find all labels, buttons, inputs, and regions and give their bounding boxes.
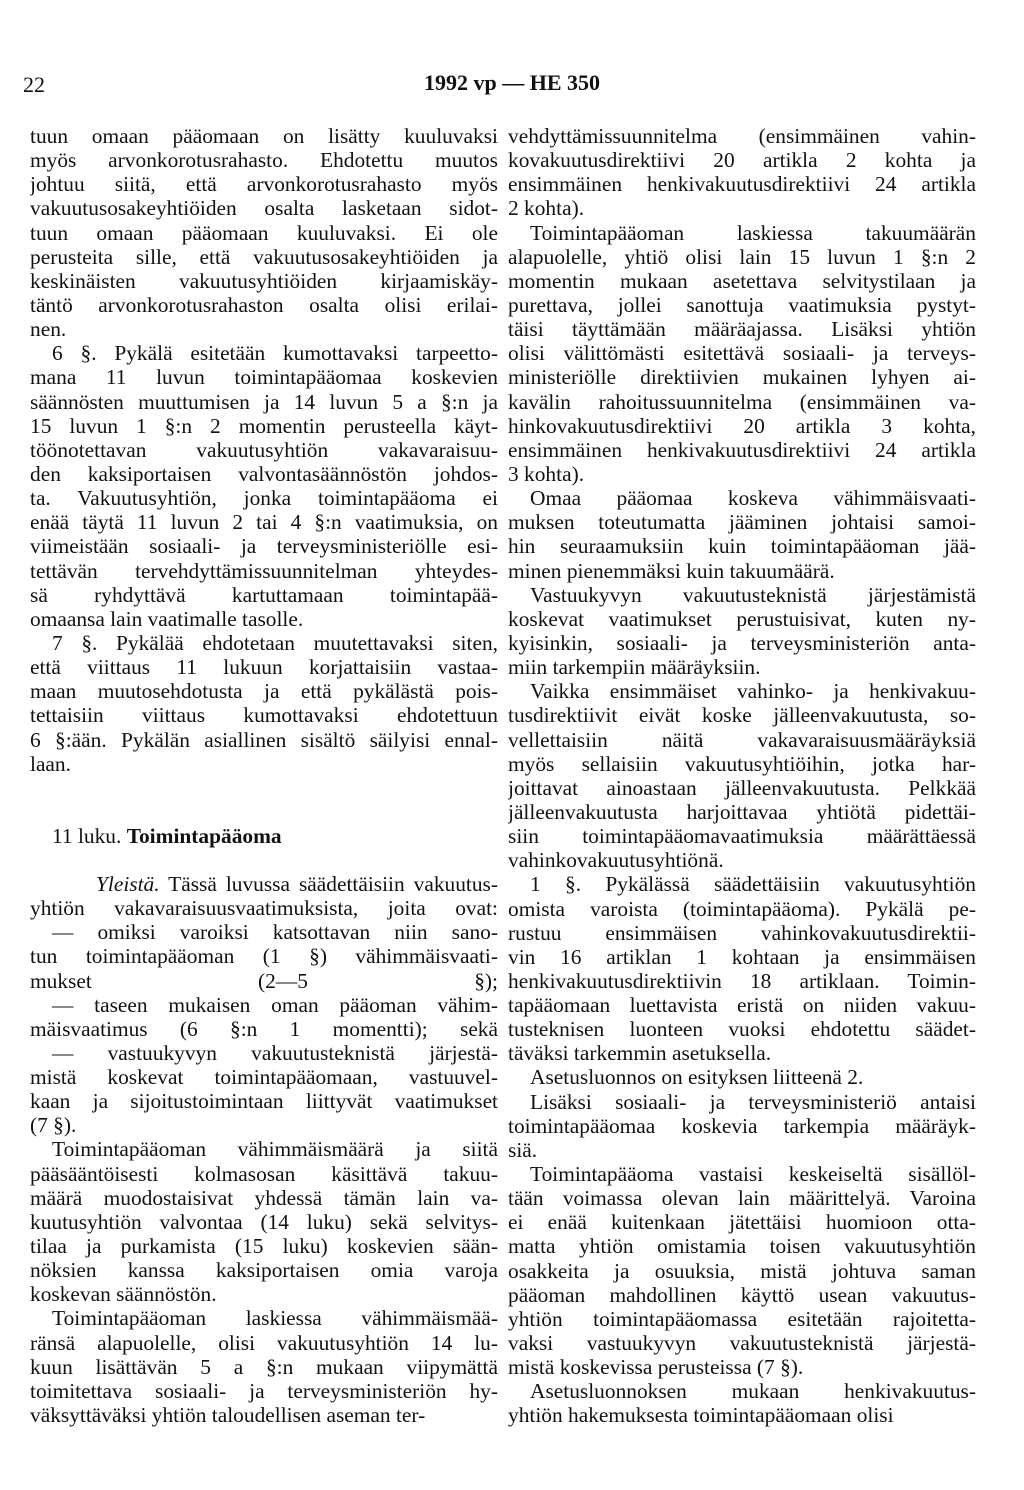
text-line: Lisäksi sosiaali- ja terveysministeriö antaisi [530, 1089, 976, 1114]
text-line: mukset (2—5 §); [30, 968, 498, 993]
text-line: Vastuukyvyn vakuutusteknistä järjestämistä [530, 582, 976, 607]
text-line: määrä muodostaisivat yhdessä tämän lain va- [30, 1185, 498, 1210]
text-line: nen. [30, 317, 67, 342]
text-line: purettava, jollei sanottuja vaatimuksia pystyt- [508, 292, 976, 317]
paragraph [508, 124, 976, 221]
text-line: 6 §. Pykälä esitetään kumottavaksi tarpeetto- [52, 341, 498, 366]
text-line: sä ryhdyttävä kartuttamaan toimintapää- [30, 582, 498, 607]
text-line: (7 §). [30, 1113, 77, 1138]
text-line: 2 kohta). [508, 196, 585, 221]
text-line: ta. Vakuutusyhtiön, jonka toimintapääoma ei [30, 486, 498, 511]
paragraph [508, 1379, 976, 1427]
general-first-rest: Tässä luvussa säädettäisiin vakuutus- [159, 871, 498, 896]
text-line: Omaa pääomaa koskeva vähimmäisvaati- [530, 486, 976, 511]
text-line: tusteknisen luonteen vuoksi ehdotettu säädet- [508, 1017, 976, 1042]
text-line: tuun omaan pääomaan kuuluvaksi. Ei ole [30, 220, 498, 245]
text-line: 3 kohta). [508, 461, 585, 486]
text-line: ei enää kuitenkaan jätettäisi huomioon otta- [508, 1210, 976, 1235]
paragraph-general [30, 872, 498, 1138]
text-line: pääsääntöisesti kolmasosan käsittävä takuu- [30, 1161, 498, 1186]
text-line: pääoman mahdollinen käyttö usean vakuutus- [508, 1282, 976, 1307]
text-line: tettaisiin viittaus kumottavaksi ehdotettuun [30, 703, 498, 728]
text-line: tun toimintapääoman (1 §) vähimmäisvaati- [30, 944, 498, 969]
text-line: väksyttäväksi yhtiön taloudellisen aseman ter- [30, 1403, 426, 1428]
text-line: mistä koskevissa perusteissa (7 §). [508, 1355, 804, 1380]
text-line: laan. [30, 751, 71, 776]
text-line: siä. [508, 1137, 538, 1162]
text-line: vin 16 artiklan 1 kohtaan ja ensimmäisen [508, 944, 976, 969]
text-line: tusdirektiivit eivät koske jälleenvakuutusta, so- [508, 703, 976, 728]
text-line: tapääomaan luettavista eristä on niiden vakuu- [508, 993, 976, 1018]
right-column [508, 124, 976, 1428]
paragraph [508, 1090, 976, 1162]
text-line: siin toimintapääomavaatimuksia määrättäessä [508, 824, 976, 849]
text-line: täisi täyttämään määräajassa. Lisäksi yhtiön [508, 317, 976, 342]
text-line: tilaa ja purkamista (15 luku) koskevien sään- [30, 1234, 498, 1259]
text-line: minen pienemmäksi kuin takuumäärä. [508, 558, 835, 583]
text-line: töönotettavan vakuutusyhtiön vakavaraisuu- [30, 437, 498, 462]
text-line: osakkeita ja osuuksia, mistä johtuva saman [508, 1258, 976, 1283]
text-line: johtuu siitä, että arvonkorotusrahasto myös [30, 172, 498, 197]
text-line: ränsä alapuolelle, olisi vakuutusyhtiön 14 lu- [30, 1330, 498, 1355]
text-line: yhtiön vakavaraisuusvaatimuksista, joita ovat: [30, 896, 498, 921]
text-line: mistä koskevat toimintapääomaan, vastuuvel- [30, 1065, 498, 1090]
paragraph [508, 1065, 976, 1089]
text-line: mäisvaatimus (6 §:n 1 momentti); sekä [30, 1016, 498, 1041]
text-line: vakuutusosakeyhtiöiden osalta lasketaan sidot- [30, 196, 498, 221]
text-line: koskevan säännöstön. [30, 1282, 217, 1307]
text-line: ensimmäinen henkivakuutusdirektiivi 24 artikla [508, 437, 976, 462]
text-line: joittavat ainoastaan jälleenvakuutusta. Pelkkää [508, 775, 976, 800]
paragraph [508, 583, 976, 680]
chapter-heading-number: 11 luku. [52, 823, 122, 848]
text-line: vehdyttämissuunnitelma (ensimmäinen vahin- [508, 124, 976, 148]
text-line: vaksi vastuukyvyn vakuutusteknistä järjestä- [508, 1331, 976, 1356]
text-line: — taseen mukaisen oman pääoman vähim- [52, 992, 498, 1017]
text-line: Vaikka ensimmäiset vahinko- ja henkivakuu- [530, 679, 976, 704]
paragraph [30, 341, 498, 631]
text-line: mana 11 luvun toimintapääomaa koskevien [30, 365, 498, 390]
text-line: Asetusluonnos on esityksen liitteenä 2. [530, 1065, 864, 1090]
text-line: Toimintapääoma vastaisi keskeiseltä sisällöl- [530, 1162, 976, 1187]
text-line: myös sellaisiin vakuutusyhtiöihin, jotka har- [508, 751, 976, 776]
text-line: kovakuutusdirektiivi 20 artikla 2 kohta ja [508, 148, 976, 173]
text-line: keskinäisten vakuutusyhtiöiden kirjaamiskäy- [30, 268, 498, 293]
paragraph [508, 872, 976, 1065]
text-line: rustuu ensimmäisen vahinkovakuutusdirektii- [508, 920, 976, 945]
text-line: — omiksi varoiksi katsottavan niin sano- [52, 920, 498, 945]
text-line: kuutusyhtiön valvontaa (14 luku) sekä selvitys- [30, 1209, 498, 1234]
text-line: — vastuukyvyn vakuutusteknistä järjestä- [52, 1040, 498, 1065]
text-line: tettävän tervehdyttämissuunnitelman yhteydes- [30, 558, 498, 583]
running-head: 1992 vp — HE 350 [423, 70, 601, 95]
text-line: että viittaus 11 lukuun korjattaisiin vastaa- [30, 655, 498, 680]
paragraph [30, 1306, 498, 1427]
chapter-heading [30, 824, 498, 848]
paragraph [508, 1162, 976, 1379]
text-line: toimitettava sosiaali- ja terveysministeriön hy- [30, 1378, 498, 1403]
text-line: miin tarkempiin määräyksiin. [508, 655, 761, 680]
text-line: Toimintapääoman laskiessa vähimmäismää- [52, 1306, 498, 1331]
text-line: 1 §. Pykälässä säädettäisiin vakuutusyhtiön [530, 872, 976, 897]
spacer [30, 848, 498, 872]
text-line: 6 §:ään. Pykälän asiallinen sisältö säilyisi ennal- [30, 727, 498, 752]
text-line: ministeriölle direktiivien mukainen lyhyen ai- [508, 365, 976, 390]
text-line: nöksien kanssa kaksiportaisen omia varoja [30, 1258, 498, 1283]
text-line: kaan ja sijoitustoimintaan liittyvät vaatimukset [30, 1089, 498, 1114]
text-line: omista varoista (toimintapääoma). Pykälä pe- [508, 896, 976, 921]
chapter-heading-title: Toimintapääoma [126, 823, 282, 848]
text-line: henkivakuutusdirektiivin 18 artiklaan. Toimin- [508, 968, 976, 993]
paragraph [508, 486, 976, 583]
text-line: hinkovakuutusdirektiivi 20 artikla 3 kohta, [508, 413, 976, 438]
text-line: viimeistään sosiaali- ja terveysministeriölle esi- [30, 534, 498, 559]
left-column [30, 124, 498, 1427]
text-line: ensimmäinen henkivakuutusdirektiivi 24 artikla [508, 172, 976, 197]
paragraph [508, 221, 976, 487]
text-line: vellettaisiin näitä vakavaraisuusmääräyksiä [508, 727, 976, 752]
text-line: alapuolelle, yhtiö olisi lain 15 luvun 1 §:n 2 [508, 244, 976, 269]
paragraph [30, 631, 498, 776]
text-line: kavälin rahoitussuunnitelma (ensimmäinen va- [508, 389, 976, 414]
text-line: perusteita sille, että vakuutusosakeyhtiöiden ja [30, 244, 498, 269]
text-line: myös arvonkorotusrahasto. Ehdotettu muutos [30, 148, 498, 173]
general-lead: Yleistä. [96, 871, 160, 896]
page-number: 22 [23, 72, 45, 97]
text-line: täntö arvonkorotusrahaston osalta olisi erilai- [30, 292, 498, 317]
general-lines [30, 896, 498, 1137]
text-line: maan muutosehdotusta ja että pykälästä pois- [30, 679, 498, 704]
text-line: Asetusluonnoksen mukaan henkivakuutus- [530, 1379, 976, 1404]
text-line: säännösten muuttumisen ja 14 luvun 5 a §:n ja [30, 389, 498, 414]
paragraph [30, 124, 498, 341]
text-line: momentin mukaan asetettava selvitystilaan ja [508, 268, 976, 293]
text-line: den kaksiportaisen valvontasäännöstön johdos- [30, 461, 498, 486]
text-line: matta yhtiön omistamia toisen vakuutusyhtiön [508, 1234, 976, 1259]
text-line: tuun omaan pääomaan on lisätty kuuluvaksi [30, 124, 498, 148]
text-line: 15 luvun 1 §:n 2 momentin perusteella käyt- [30, 413, 498, 438]
text-line: hin seuraamuksiin kuin toimintapääoman jää- [508, 534, 976, 559]
text-line: kuun lisättävän 5 a §:n mukaan viipymättä [30, 1354, 498, 1379]
general-first-line [30, 872, 498, 896]
text-line: Toimintapääoman laskiessa takuumäärän [530, 220, 976, 245]
text-line: jälleenvakuutusta harjoittavaa yhtiötä pidettäi- [508, 799, 976, 824]
text-line: yhtiön toimintapääomassa esitetään rajoitetta- [508, 1306, 976, 1331]
text-line: muksen toteutumatta jääminen johtaisi samoi- [508, 510, 976, 535]
text-line: Toimintapääoman vähimmäismäärä ja siitä [52, 1137, 498, 1162]
paragraph [30, 1137, 498, 1306]
spacer [30, 776, 498, 824]
text-line: yhtiön hakemuksesta toimintapääomaan olisi [508, 1403, 894, 1428]
text-line: enää täytä 11 luvun 2 tai 4 §:n vaatimuksia, on [30, 510, 498, 535]
paragraph [508, 679, 976, 872]
text-line: tään voimassa olevan lain määrittelyä. Varoina [508, 1186, 976, 1211]
text-line: 7 §. Pykälää ehdotetaan muutettavaksi siten, [52, 630, 498, 655]
text-line: olisi välittömästi esitettävä sosiaali- ja terveys- [508, 341, 976, 366]
text-line: vahinkovakuutusyhtiönä. [508, 848, 724, 873]
text-line: omaansa lain vaatimalle tasolle. [30, 606, 304, 631]
text-line: toimintapääomaa koskevia tarkempia määräyk- [508, 1113, 976, 1138]
text-line: kyisinkin, sosiaali- ja terveysministeriön anta- [508, 630, 976, 655]
text-line: koskevat vaatimukset perustuisivat, kuten ny- [508, 606, 976, 631]
text-line: täväksi tarkemmin asetuksella. [508, 1041, 772, 1066]
